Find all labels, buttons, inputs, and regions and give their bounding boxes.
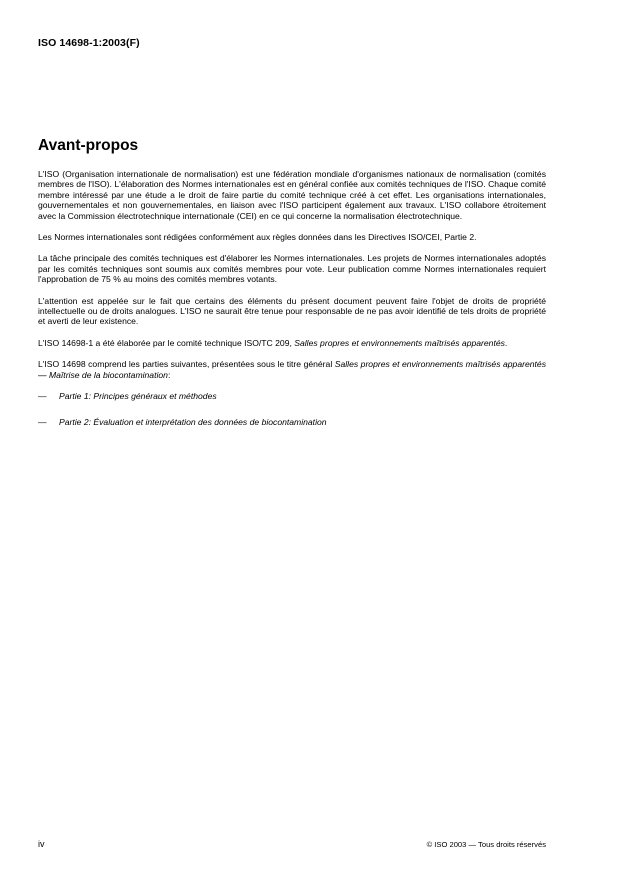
list-item-part-2	[38, 417, 546, 427]
foreword-body	[38, 169, 546, 442]
parts-intro-lead: L'ISO 14698 comprend les parties suivantes, présentées sous le titre général	[38, 359, 335, 370]
document-reference: ISO 14698-1:2003(F)	[38, 37, 140, 49]
list-dash: —	[38, 416, 47, 427]
parts-intro-general-title: Salles propres et environnements maîtrisés apparentés — Maîtrise de la biocontamination	[38, 359, 547, 380]
paragraph-directives: Les Normes internationales sont rédigées conformément aux règles données dans les Directives ISO/CEI, Partie 2.	[38, 232, 477, 243]
paragraph-prepared-by	[38, 338, 546, 348]
prepared-by-committee-title: Salles propres et environnements maîtrisés apparentés	[294, 337, 505, 348]
paragraph-technical-committees: La tâche principale des comités techniques est d'élaborer les Normes internationales. Les projets de Normes internationales adoptés par les comités techniques sont soumis aux comités membres pour vote. Leur publication comme Normes internationales requiert l'approbation de 75 % au moins des comités membres votants.	[38, 253, 546, 285]
paragraph-iso-organisation: L'ISO (Organisation internationale de normalisation) est une fédération mondiale d'organismes nationaux de normalisation (comités membres de l'ISO). L'élaboration des Normes internationales est en général confiée aux comités techniques de l'ISO. Chaque comité membre intéressé par une étude a le droit de faire partie du comité technique créé à cet effet. Les organisations internationales, gouvernementales et non gouvernementales, en liaison avec l'ISO participent également aux travaux. L'ISO collabore étroitement avec la Commission électrotechnique internationale (CEI) en ce qui concerne la normalisation électrotechnique.	[38, 169, 546, 221]
list-item-part-1	[38, 391, 546, 401]
paragraph-patent-rights: L'attention est appelée sur le fait que certains des éléments du présent document peuvent faire l'objet de droits de propriété intellectuelle ou de droits analogues. L'ISO ne saurait être tenue pour responsable de ne pas avoir identifié de tels droits de propriété et averti de leur existence.	[38, 295, 546, 327]
part-1-title: Partie 1: Principes généraux et méthodes	[59, 391, 217, 402]
copyright-notice: © ISO 2003 — Tous droits réservés	[426, 840, 546, 849]
prepared-by-end: .	[504, 337, 508, 348]
page-number: iv	[38, 839, 45, 849]
list-dash: —	[38, 391, 47, 402]
prepared-by-lead: L'ISO 14698-1 a été élaborée par le comité technique ISO/TC 209,	[38, 337, 295, 348]
paragraph-parts-intro	[38, 359, 546, 380]
part-2-title: Partie 2: Évaluation et interprétation des données de biocontamination	[59, 416, 327, 427]
section-title: Avant-propos	[38, 137, 139, 154]
parts-intro-end: :	[167, 369, 171, 380]
